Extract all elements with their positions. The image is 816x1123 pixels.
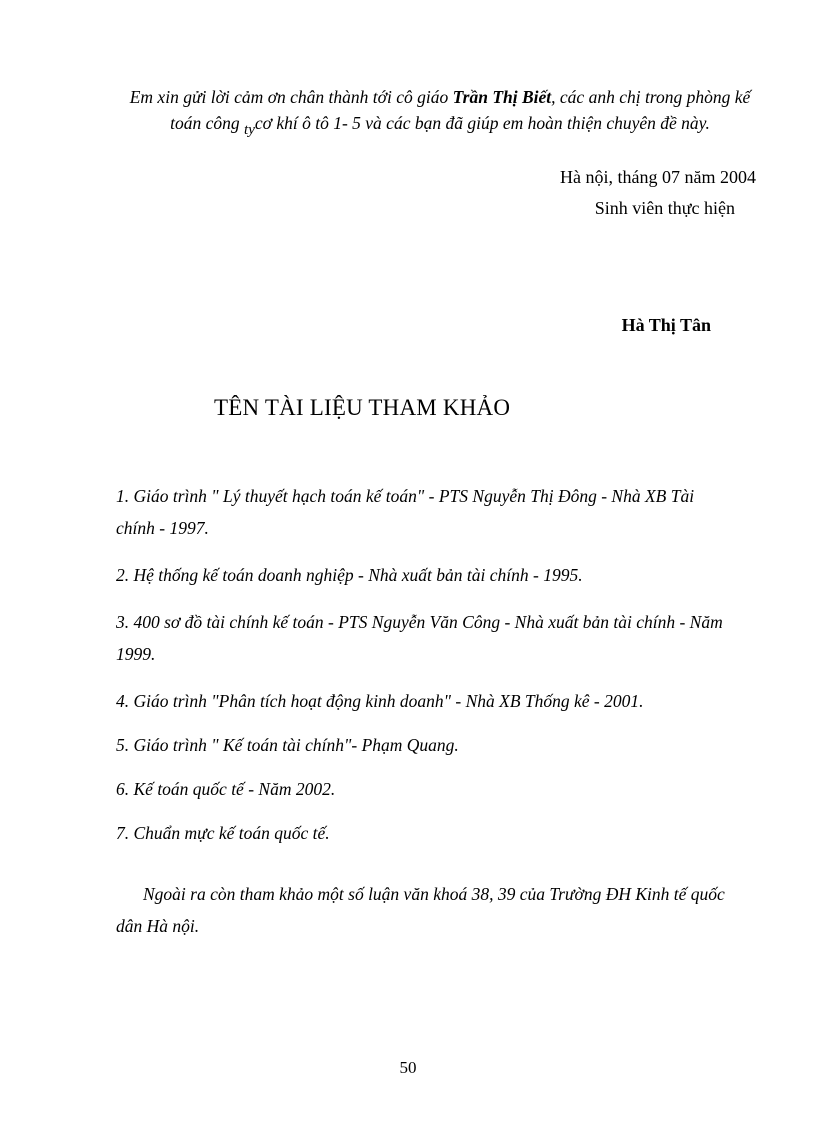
references-list xyxy=(116,480,736,861)
references-title: TÊN TÀI LIỆU THAM KHẢO xyxy=(214,395,511,420)
reference-item: 3. 400 sơ đồ tài chính kế toán - PTS Nguyễn Văn Công - Nhà xuất bản tài chính - Năm 1999. xyxy=(116,612,723,664)
page-number: 50 xyxy=(399,1058,417,1077)
reference-item: 5. Giáo trình " Kế toán tài chính"- Phạm Quang. xyxy=(116,735,459,755)
teacher-name: Trần Thị Biết xyxy=(452,87,552,107)
reference-item: 6. Kế toán quốc tế - Năm 2002. xyxy=(116,779,336,799)
reference-item: 7. Chuẩn mực kế toán quốc tế. xyxy=(116,823,330,843)
reference-item: 1. Giáo trình " Lý thuyết hạch toán kế toán" - PTS Nguyễn Thị Đông - Nhà XB Tài chính - 1997. xyxy=(116,486,695,538)
acknowledgement-subscript: ty xyxy=(244,122,255,138)
references-extra-note: Ngoài ra còn tham khảo một số luận văn khoá 38, 39 của Trường ĐH Kinh tế quốc dân Hà nội. xyxy=(116,884,725,936)
acknowledgement-suffix: cơ khí ô tô 1- 5 và các bạn đã giúp em hoàn thiện chuyên đề này. xyxy=(254,113,710,133)
place-date: Hà nội, tháng 07 năm 2004 xyxy=(560,167,756,187)
acknowledgement-paragraph xyxy=(120,84,760,138)
signer-role: Sinh viên thực hiện xyxy=(594,198,735,218)
acknowledgement-mid: , các anh chị trong phòng kế toán công xyxy=(170,87,751,133)
acknowledgement-prefix: Em xin gửi lời cảm ơn chân thành tới cô giáo xyxy=(129,87,453,107)
signer-name: Hà Thị Tân xyxy=(621,315,711,335)
reference-item: 2. Hệ thống kế toán doanh nghiệp - Nhà xuất bản tài chính - 1995. xyxy=(116,565,583,585)
reference-item: 4. Giáo trình "Phân tích hoạt động kinh doanh" - Nhà XB Thống kê - 2001. xyxy=(116,691,644,711)
